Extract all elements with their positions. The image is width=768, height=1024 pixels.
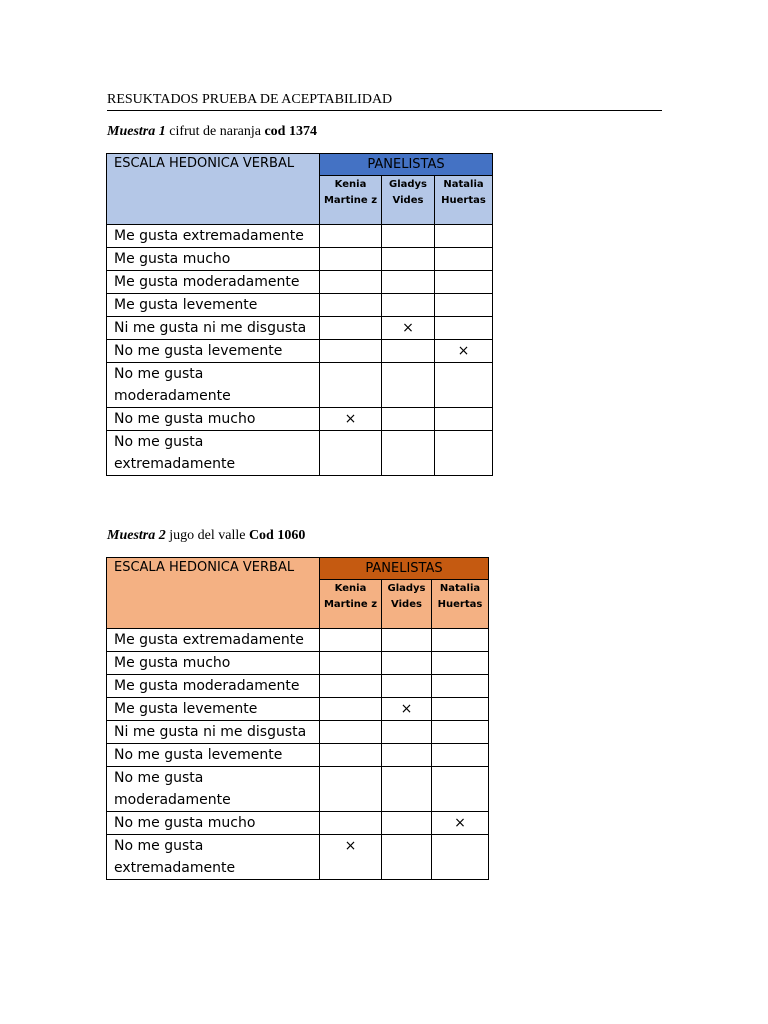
mark-cell xyxy=(320,698,382,721)
table-row xyxy=(107,340,493,363)
table-row xyxy=(107,675,489,698)
scale-label: Ni me gusta ni me disgusta xyxy=(107,721,320,744)
mark-cell xyxy=(320,317,382,340)
scale-label: Ni me gusta ni me disgusta xyxy=(107,317,320,340)
mark-cell xyxy=(382,629,432,652)
mark-cell xyxy=(320,629,382,652)
table-row xyxy=(107,408,493,431)
mark-cell xyxy=(432,767,489,812)
sample-1-product: cifrut de naranja xyxy=(169,124,261,139)
sample-2-product: jugo del valle xyxy=(169,528,246,543)
mark-cell xyxy=(382,812,432,835)
scale-label: No me gusta mucho xyxy=(107,812,320,835)
scale-label: No me gusta levemente xyxy=(107,340,320,363)
mark-cell xyxy=(320,225,382,248)
mark-cell xyxy=(320,363,382,408)
mark-cell: × xyxy=(382,698,432,721)
mark-cell xyxy=(382,652,432,675)
sample-1-heading xyxy=(107,124,317,140)
sample-2-heading xyxy=(107,528,305,544)
mark-cell xyxy=(320,248,382,271)
scale-label: No me gusta levemente xyxy=(107,744,320,767)
scale-label: Me gusta moderadamente xyxy=(107,675,320,698)
mark-cell xyxy=(320,271,382,294)
scale-header: ESCALA HEDONICA VERBAL xyxy=(107,154,320,225)
scale-label: Me gusta mucho xyxy=(107,652,320,675)
table-row xyxy=(107,363,493,408)
mark-cell xyxy=(320,675,382,698)
table-row xyxy=(107,812,489,835)
panelist-name: Kenia Martine z xyxy=(320,176,382,225)
scale-label: No me gusta extremadamente xyxy=(107,835,320,880)
mark-cell xyxy=(435,408,493,431)
table-row xyxy=(107,698,489,721)
scale-header: ESCALA HEDONICA VERBAL xyxy=(107,558,320,629)
mark-cell xyxy=(432,675,489,698)
table-row xyxy=(107,225,493,248)
mark-cell: × xyxy=(320,835,382,880)
scale-label: No me gusta moderadamente xyxy=(107,363,320,408)
mark-cell xyxy=(382,408,435,431)
mark-cell xyxy=(435,317,493,340)
table-row xyxy=(107,294,493,317)
table-row xyxy=(107,835,489,880)
mark-cell: × xyxy=(435,340,493,363)
mark-cell xyxy=(320,340,382,363)
mark-cell xyxy=(435,431,493,476)
mark-cell: × xyxy=(320,408,382,431)
mark-cell xyxy=(320,431,382,476)
scale-label: Me gusta extremadamente xyxy=(107,225,320,248)
sample-1-code: cod 1374 xyxy=(264,124,317,139)
scale-label: Me gusta extremadamente xyxy=(107,629,320,652)
table-row xyxy=(107,248,493,271)
mark-cell xyxy=(320,767,382,812)
sample-2-table xyxy=(106,557,489,880)
mark-cell xyxy=(432,698,489,721)
mark-cell xyxy=(382,675,432,698)
mark-cell xyxy=(382,248,435,271)
mark-cell: × xyxy=(432,812,489,835)
panelist-name: Kenia Martine z xyxy=(320,580,382,629)
mark-cell xyxy=(382,835,432,880)
table-row xyxy=(107,317,493,340)
sample-1-label: Muestra 1 xyxy=(107,124,166,139)
sample-2-label: Muestra 2 xyxy=(107,528,166,543)
table-row xyxy=(107,431,493,476)
mark-cell xyxy=(432,721,489,744)
mark-cell xyxy=(382,363,435,408)
scale-label: Me gusta levemente xyxy=(107,294,320,317)
mark-cell xyxy=(382,767,432,812)
table-row xyxy=(107,271,493,294)
mark-cell xyxy=(320,812,382,835)
mark-cell xyxy=(435,225,493,248)
sample-1-table xyxy=(106,153,493,476)
scale-label: Me gusta moderadamente xyxy=(107,271,320,294)
table-row xyxy=(107,629,489,652)
mark-cell: × xyxy=(382,317,435,340)
mark-cell xyxy=(382,744,432,767)
panelist-name: Gladys Vides xyxy=(382,580,432,629)
scale-label: No me gusta mucho xyxy=(107,408,320,431)
mark-cell xyxy=(435,271,493,294)
mark-cell xyxy=(432,652,489,675)
mark-cell xyxy=(432,629,489,652)
mark-cell xyxy=(382,294,435,317)
panelist-name: Gladys Vides xyxy=(382,176,435,225)
mark-cell xyxy=(382,431,435,476)
panelists-header: PANELISTAS xyxy=(320,154,493,176)
scale-label: Me gusta levemente xyxy=(107,698,320,721)
page-title: RESUKTADOS PRUEBA DE ACEPTABILIDAD xyxy=(107,92,662,111)
mark-cell xyxy=(320,721,382,744)
mark-cell xyxy=(435,363,493,408)
scale-label: No me gusta extremadamente xyxy=(107,431,320,476)
mark-cell xyxy=(320,294,382,317)
scale-label: No me gusta moderadamente xyxy=(107,767,320,812)
mark-cell xyxy=(435,248,493,271)
table-row xyxy=(107,744,489,767)
mark-cell xyxy=(382,721,432,744)
mark-cell xyxy=(435,294,493,317)
panelist-name: Natalia Huertas xyxy=(435,176,493,225)
table-row xyxy=(107,767,489,812)
panelist-name: Natalia Huertas xyxy=(432,580,489,629)
scale-label: Me gusta mucho xyxy=(107,248,320,271)
mark-cell xyxy=(432,744,489,767)
sample-2-code: Cod 1060 xyxy=(248,528,306,543)
table-row xyxy=(107,652,489,675)
mark-cell xyxy=(432,835,489,880)
mark-cell xyxy=(320,744,382,767)
mark-cell xyxy=(320,652,382,675)
mark-cell xyxy=(382,271,435,294)
panelists-header: PANELISTAS xyxy=(320,558,489,580)
table-row xyxy=(107,721,489,744)
mark-cell xyxy=(382,340,435,363)
mark-cell xyxy=(382,225,435,248)
